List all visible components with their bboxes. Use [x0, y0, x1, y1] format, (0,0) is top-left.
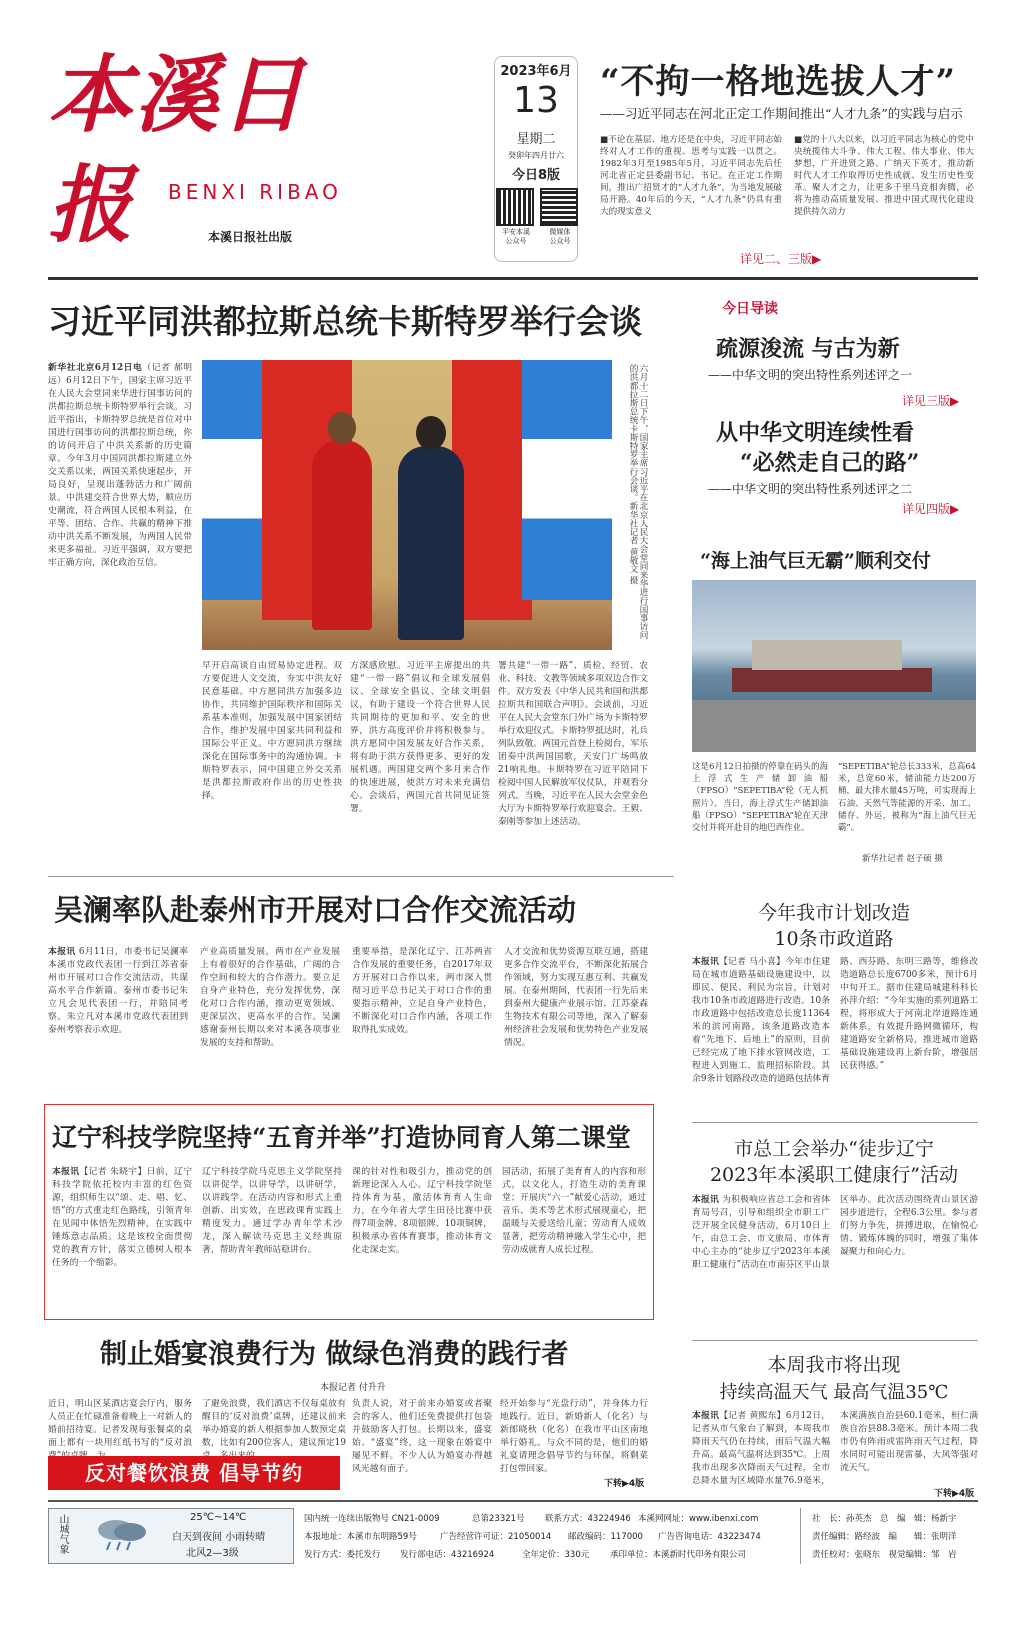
- liaoning-byline: 【记者 朱晓宇】: [79, 1167, 147, 1177]
- heat-body: 6月12日，记者从市气象台了解到，本周我市降雨天气仍在持续，雨后气温大幅升高。最高气温将达到35℃。上周我市出现多次降雨天气过程，全市总降水量为区域降水量76.9毫米，本溪满族自治县60.1毫米，桓仁满族自治县88.3毫米。预计本周二我市仍有阵雨或雷阵雨天气过程，降水同时可能出现雷暴，大风等强对流天气。: [692, 1411, 978, 1486]
- oil-headline: “海上油气巨无霸”顺利交付: [700, 550, 931, 572]
- waste-text: 了避免浪费，我们酒店不仅每桌放有醒目的‘反对浪费’桌牌，还建议前来举办婚宴的新人根据参加人数预定桌数，比如有200位客人，建议预定19: [202, 1399, 346, 1448]
- union-headline: 市总工会举办“徒步辽宁: [734, 1138, 934, 1160]
- weather-temp: 25℃~14℃: [190, 1512, 247, 1523]
- heat-continued[interactable]: 下转▶4版: [934, 1489, 975, 1499]
- oil-caption: 这是6月12日拍摄的停靠在码头的海上浮式生产储卸油船（FPSO）“SEPETIBA”轮（无人机照片）。当日，海上浮式生产储卸油船（FPSO）“SEPETIBA”轮在天津交付并将开赴目的地巴西作业。: [692, 761, 828, 833]
- footer-cn: 国内统一连续出版物号 CN21-0009: [304, 1514, 440, 1524]
- date-year-month: 2023年6月: [500, 64, 572, 79]
- wu-body: 6月11日，市委书记吴澜率本溪市党政代表团一行到江苏省泰州市开展对口合作交流活动，共谋高水平合作新篇。泰州市委书记朱立凡会见代表团一行，并陪同考察。朱立凡对本溪市党政代表团到泰州考察表示欢迎。: [48, 947, 188, 1035]
- heat-headline: 持续高温天气 最高气温35℃: [719, 1382, 949, 1403]
- art1-byline: （记者 郝明远）: [48, 363, 192, 386]
- date-day: 13: [513, 80, 559, 121]
- union-body: 为积极响应省总工会和省体育局号召，引导和组织全市职工广泛开展全民健身活动，6月10日上午，由总工会、市文旅局、市体育中心主办的“徒步辽宁2023年本溪职工健康行”活动在市南芬区平山景区举办。此次活动围绕青山景区游园步道进行，全程6.3公里。参与者们努力争先，拼搏进取，在愉悦心情、锻炼体魄的同时，增强了集体凝聚力和向心力。: [692, 1195, 978, 1270]
- wu-text: 产业高质量发展，两市在产业发展上有着很好的合作基础，广阔的合作空间和较大的合作潜力。要立足自身产业特色，充分发挥优势，深化对口合作内涵，推动更宽领域、更深层次、更高水平的合作。吴澜感谢泰州长期以来对本溪各项事业发展的支持和帮助。: [200, 947, 340, 1048]
- footer-contact: 联系方式：43224946: [545, 1514, 631, 1524]
- oil-credit: 新华社记者 赵子硕 摄: [862, 853, 943, 863]
- waste-continued[interactable]: 下转▶4版: [604, 1479, 645, 1489]
- roads-dateline: 本报讯: [692, 957, 720, 967]
- guide-item-title: 疏源浚流 与古为新: [716, 336, 900, 362]
- meeting-photo: [202, 360, 612, 650]
- wu-dateline: 本报讯: [48, 947, 76, 957]
- liaoning-text: 辽宁科技学院马克思主义学院坚持以讲促学，以讲导学，以讲研学，以讲践学。在活动内容和形式上重创新、出实效，在思政课育实践上精度发力。通过学办青年学术沙龙，深入解读马克思主义经典原著，帮助青年教师站稳讲台。: [202, 1167, 342, 1255]
- liaoning-text: 园活动，拓展了美育育人的内容和形式，以文化人，打造生动的美育课堂；开展庆“六一”献爱心活动，通过音乐、美术等艺术形式展现童心，把温暖与关爱送给儿童；劳动育人成效显著，把劳动精神融入学生心中，把劳动成就育人成长过程。: [502, 1167, 646, 1255]
- liaoning-body: 日前，辽宁科技学院依托校内丰富的红色资源，组织师生以“颂、走、唱、忆、悟”的方式重走红色路线，引领青年在见闻中体悟先烈精神，在实践中锤炼意志品质。这是该校全面贯彻党的教育方针，落实立德树人根本任务的一个缩影。: [52, 1167, 192, 1268]
- footer-staff: 责任校对：张晓东 视觉编辑：邹 岩: [812, 1550, 957, 1560]
- footer-price: 全年定价：330元: [522, 1550, 590, 1560]
- slogan-text: 反对餐饮浪费 倡导节约: [85, 1461, 303, 1485]
- wu-headline: 吴澜率队赴泰州市开展对口合作交流活动: [54, 893, 577, 927]
- waste-text: 近日，明山区某酒店宴会厅内，服务人员正在忙碌准备着晚上一对新人的婚前招待宴。记者发现每张餐桌的桌面上都有一块用红纸书写的“反对浪: [48, 1399, 192, 1448]
- wu-text: 重要举措，是深化辽宁、江苏两省合作发展的重要任务，自2017年双方开展对口合作以来，两市深入贯彻习近平总书记关于对口合作的重要指示精神，立足自身产业特色，不断深化对口合作内涵，各项工作取得扎实成效。: [352, 947, 492, 1035]
- guide-item-subtitle: ——中华文明的突出特性系列述评之二: [708, 482, 913, 496]
- guide-item-title: 从中华文明连续性看: [716, 420, 915, 446]
- art1-dateline: 新华社北京6月12日电: [48, 363, 143, 373]
- qr-label: 微媒体 公众号: [549, 228, 571, 245]
- art1-body: 6月12日下午，国家主席习近平在人民大会堂同来华进行国事访问的洪都拉斯总统卡斯特罗举行会谈。习近平指出，卡斯特罗总统是首位对中国进行国事访问的洪都拉斯总统，你的访问开启了中洪关系新的历史篇章。今年3月中国同洪都拉斯建立外交关系以来，两国关系快速起步，开局良好，呈现出蓬勃活力和广阔前景。中洪建交符合世界大势，顺应历史潮流，符合两国人民根本利益，在平等、团结、合作、共赢的精神下推动中洪关系不断发展，为两国人民带来更多福祉。习近平强调，双方要把牢正确方向，深化政治互信。: [48, 376, 192, 568]
- footer-staff: 社 长：孙英杰 总 编 辑：杨新宇: [812, 1514, 957, 1524]
- footer-issue-phone: 发行部电话：43216924: [400, 1550, 495, 1560]
- wu-text: 人才交流和优势资源互联互通，搭建更多合作交流平台，不断深化拓展合作领域，努力实现互惠互利、共赢发展。在泰州期间，代表团一行先后来到泰州大健康产业展示馆、江苏豪森生物技术有限公司等地，深入了解泰州经济社会发展和优势特色产业发展情况。: [504, 947, 648, 1048]
- footer-total-issue: 总第23321号: [472, 1514, 525, 1524]
- footer-ad-phone: 广告咨询电话：43223474: [658, 1532, 761, 1542]
- footer-address: 本报地址：本溪市东明路59号: [304, 1532, 417, 1542]
- footer-ad-license: 广告经营许可证：21050014: [440, 1532, 552, 1542]
- heat-headline: 本周我市将出现: [767, 1354, 901, 1376]
- lead-see-more[interactable]: 详见二、三版▶: [740, 252, 822, 266]
- roads-headline: 10条市政道路: [774, 928, 894, 950]
- masthead-logo: 本溪日报: [48, 45, 307, 254]
- weather-wind: 北风2—3级: [186, 1548, 239, 1559]
- photo-caption: 六月十二日下午，国家主席习近平在北京人民大会堂同来华进行国事访问的洪都拉斯总统卡斯特罗举行会谈。新华社记者 黄敬文 摄: [628, 364, 648, 640]
- heat-byline: 【记者 黄熙东】: [719, 1411, 786, 1421]
- heat-dateline: 本报讯: [692, 1411, 720, 1421]
- roads-headline: 今年我市计划改造: [757, 902, 910, 924]
- union-text: [692, 1194, 978, 1334]
- guide-item-subtitle: ——中华文明的突出特性系列述评之一: [708, 368, 913, 382]
- union-headline: 2023年本溪职工健康行”活动: [709, 1164, 959, 1186]
- weather-desc: 白天到夜间 小雨转晴: [172, 1532, 266, 1543]
- weather-label: 山城气象: [57, 1514, 68, 1554]
- waste-text: 负责人说，对于前来办婚宴或者聚会的客人，他们还免费提供打包袋并鼓励客人打包。长期以来，盛宴始、“盛宴”终，这一现象在婚宴中屡见不鲜。不少人认为婚宴办得越风光越有面子。: [352, 1399, 492, 1474]
- guide-see-more[interactable]: 详见三版▶: [902, 394, 960, 408]
- lead-headline: “不拘一格地选拔人才”: [600, 62, 957, 102]
- union-dateline: 本报讯: [692, 1195, 720, 1205]
- art1-text: 早开启高谈自由贸易协定进程。双方要促进人文交流，夯实中洪友好民意基础。中方愿同洪方加强多边协作，共同维护国际秩序和国际关系基本准则，加强发展中国家团结合作，维护发展中国家共同利益和国际公平正义。中方愿同洪方继续深化在国际事务中的沟通协调。卡斯特罗表示，同中国建立外交关系是洪都拉斯政府作出的历史性抉择。: [202, 661, 342, 801]
- masthead-publisher: 本溪日报社出版: [208, 230, 293, 244]
- lead-text: ■党的十八大以来，以习近平同志为核心的党中央统揽伟大斗争、伟大工程、伟大事业、伟大梦想，广开进贤之路、广纳天下英才，推动新时代人才工作取得历史性成就、发生历史性变革。聚人才之力，让更多千里马竞相奔腾，必将为推动高质量发展、推进中国式现代化建设提供持久动力: [794, 135, 974, 217]
- footer-printer: 承印单位：本溪新时代印务有限公司: [610, 1550, 747, 1560]
- footer-website[interactable]: 本溪网网址：www.ibenxi.com: [638, 1514, 759, 1524]
- liaoning-text: 课的针对性和吸引力，推动党的创新理论深入人心。辽宁科技学院坚持体育为基，激活体育育人生命力，在今年省大学生田径比赛中获得7项金牌、8项银牌、10项铜牌，积极承办省体育赛事，推动体育文化走深走实。: [352, 1167, 492, 1255]
- qr-label: 平安本溪 公众号: [502, 228, 530, 245]
- roads-body: 今年市住建局在城市道路基础设施建设中，以即民、便民、利民为宗旨，计划对我市10条市政道路进行改造。10条市政道路中包括改造总长度11364米的滨河南路，该条道路改造本着“先地下、后地上”的原则，目前已经完成了地下排水管网改造，工程进入到施工、监理招标阶段。其余9条计划路段改造的道路包括体育路、西芬路、东明三路等，维修改造道路总长度6700多米，预计6月中旬开工。据市住建局城建科科长孙萍介绍：“今年实施的系列道路工程，将形成大于河南北岸道路连通新体系，有效提升路网微循环，构建道路安全新格局，推进城市道路基础设施建设再上新台阶，增强居民获得感。”: [692, 957, 978, 1084]
- footer-staff: 责任编辑：路经波 编 辑：张明洋: [812, 1532, 957, 1542]
- roads-text: [692, 956, 978, 1116]
- wu-text: [48, 946, 188, 1094]
- art1-headline: 习近平同洪都拉斯总统卡斯特罗举行会谈: [48, 302, 642, 341]
- guide-label: 今日导读: [722, 301, 778, 317]
- cloud-rain-icon: [92, 1514, 152, 1554]
- art1-text: [48, 362, 192, 852]
- art1-text: 署共建“一带一路”、质检、经贸、农业、科技、文教等领域多项双边合作文件。双方发表《中华人民共和国和洪都拉斯共和国联合声明》。会谈前，习近平在人民大会堂东门外广场为卡斯特罗举行欢迎仪式。卡斯特罗抵达时，礼兵列队致敬。两国元首登上检阅台，军乐团奏中洪两国国歌，天安门广场鸣放21响礼炮。卡斯特罗在习近平陪同下检阅中国人民解放军仪仗队，并观看分列式。当晚，习近平在人民大会堂金色大厅为卡斯特罗举行欢迎宴会。王毅、秦刚等参加上述活动。: [498, 661, 648, 827]
- roads-byline: 【记者 马小喜】: [719, 957, 786, 967]
- guide-item-title: “必然走自己的路”: [740, 450, 920, 476]
- waste-text: 经开始参与“光盘行动”，并身体力行地践行。近日，新婚新人（化名）与新郎晓秋（化名）在我市平山区南地举行婚礼。与众不同的是，他们的婚礼宴请理念倡导节约与环保，将剩菜打包带回家。: [500, 1399, 648, 1474]
- liaoning-text: [52, 1166, 192, 1312]
- edition-count: 今日8版: [511, 168, 561, 183]
- waste-byline: 本报记者 付升升: [320, 1383, 386, 1393]
- footer-issue-method: 发行方式：委托发行: [304, 1550, 381, 1560]
- oil-caption: “SEPETIBA”轮总长333米，总高64米，总宽60米，储油能力达200万桶，最大排水量45万吨，可实现海上石油、天然气等能源的开采、加工、储存、外运，被称为“海上油气巨无霸”。: [838, 761, 976, 833]
- lead-subheadline: ——习近平同志在河北正定工作期间推出“人才九条”的实践与启示: [600, 106, 963, 121]
- heat-text: [692, 1410, 978, 1488]
- date-lunar: 癸卯年四月廿六: [508, 151, 564, 160]
- footer-postcode: 邮政编码：117000: [568, 1532, 643, 1542]
- ship-photo: [692, 580, 976, 752]
- liaoning-dateline: 本报讯: [52, 1167, 80, 1177]
- lead-text: ■不论在基层、地方还是在中央，习近平同志始终对人才工作的重视、思考与实践一以贯之。1982年3月至1985年5月，习近平同志先后任河北省正定县委副书记、书记。在正定工作期间，推出广招贤才的“人才九条”，为当地发展破局开路。40年后的今天，“人才九条”仍具有重大的现实意义: [600, 135, 782, 217]
- masthead-pinyin: BENXI RIBAO: [168, 180, 342, 204]
- date-weekday: 星期二: [516, 132, 556, 147]
- art1-text: 方深感欣慰。习近平主席提出的共建“一带一路”倡议和全球发展倡议、全球安全倡议、全球文明倡议，有助于建设一个符合世界人民共同期待的更加和平、安全的世界，洪方高度评价并将积极参与。洪方愿同中国发展友好合作关系，将有助于洪方获得更多、更好的发展机遇。两国建交两个多月来合作的快速进展，使洪方对未来充满信心。会谈后，两国元首共同见证签署。: [350, 661, 490, 814]
- qr-code-icon: [498, 190, 532, 224]
- qr-code-icon: [542, 190, 576, 224]
- waste-headline: 制止婚宴浪费行为 做绿色消费的践行者: [100, 1339, 569, 1370]
- liaoning-headline: 辽宁科技学院坚持“五育并举”打造协同育人第二课堂: [52, 1123, 631, 1152]
- guide-see-more[interactable]: 详见四版▶: [902, 502, 960, 516]
